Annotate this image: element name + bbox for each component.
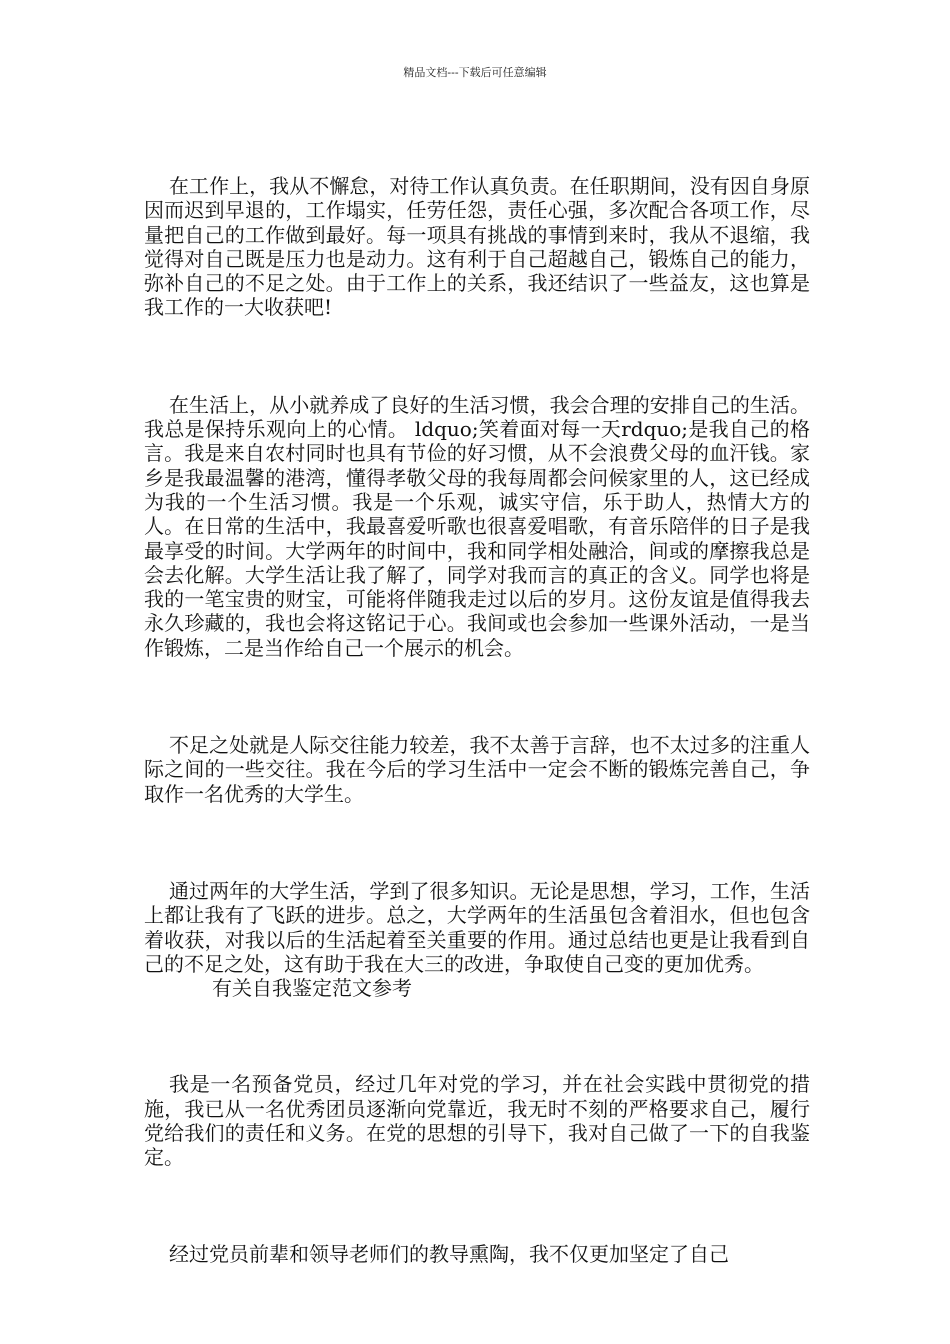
section-subheading: 有关自我鉴定范文参考 [212, 976, 412, 1001]
paragraph-gap [144, 660, 810, 733]
paragraph-gap [144, 1170, 810, 1242]
paragraph-gap [144, 1000, 810, 1072]
document-body [144, 174, 810, 1266]
paragraph-gap [144, 320, 810, 393]
paragraph-gap [144, 806, 810, 879]
page-header: 精品文档---下载后可任意编辑 [403, 66, 547, 79]
paragraph-life: 在生活上，从小就养成了良好的生活习惯，我会合理的安排自己的生活。我总是保持乐观向上的心情。 ldquo;笑着面对每一天rdquo;是我自己的格言。我是来自农村同时也具有节俭的好习惯，从不会浪费父母的血汗钱。家乡是我最温馨的港湾，懂得孝敬父母的我每周都会问候家里的人，这已经成为我的一个生活习惯。我是一个乐观，诚实守信，乐于助人，热情大方的人。在日常的生活中，我最喜爱听歌也很喜爱唱歌，有音乐陪伴的日子是我最享受的时间。大学两年的时间中，我和同学相处融洽，间或的摩擦我总是会去化解。大学生活让我了解了，同学对我而言的真正的含义。同学也将是我的一笔宝贵的财宝，可能将伴随我走过以后的岁月。这份友谊是值得我去永久珍藏的，我也会将这铭记于心。我间或也会参加一些课外活动，一是当作锻炼，二是当作给自己一个展示的机会。 [144, 392, 810, 660]
paragraph-summary: 通过两年的大学生活，学到了很多知识。无论是思想，学习，工作，生活上都让我有了飞跃的进步。总之，大学两年的生活虽包含着泪水，但也包含着收获，对我以后的生活起着至关重要的作用。通过总结也更是让我看到自己的不足之处，这有助于我在大三的改进，争取使自己变的更加优秀。 [144, 878, 810, 976]
paragraph-continuation: 经过党员前辈和领导老师们的教导熏陶，我不仅更加坚定了自己 [169, 1241, 729, 1266]
paragraph-work: 在工作上，我从不懈怠，对待工作认真负责。在任职期间，没有因自身原因而迟到早退的，工作塌实，任劳任怨，责任心强，多次配合各项工作，尽量把自己的工作做到最好。每一项具有挑战的事情到来时，我从不退缩，我觉得对自己既是压力也是动力。这有利于自己超越自己，锻炼自己的能力，弥补自己的不足之处。由于工作上的关系，我还结识了一些益友，这也算是我工作的一大收获吧! [144, 174, 810, 320]
paragraph-shortcomings: 不足之处就是人际交往能力较差，我不太善于言辞，也不太过多的注重人际之间的一些交往。我在今后的学习生活中一定会不断的锻炼完善自己，争取作一名优秀的大学生。 [144, 733, 810, 806]
paragraph-party-member: 我是一名预备党员，经过几年对党的学习，并在社会实践中贯彻党的措施，我已从一名优秀团员逐渐向党靠近，我无时不刻的严格要求自己，履行党给我们的责任和义务。在党的思想的引导下，我对自己做了一下的自我鉴定。 [144, 1072, 810, 1170]
